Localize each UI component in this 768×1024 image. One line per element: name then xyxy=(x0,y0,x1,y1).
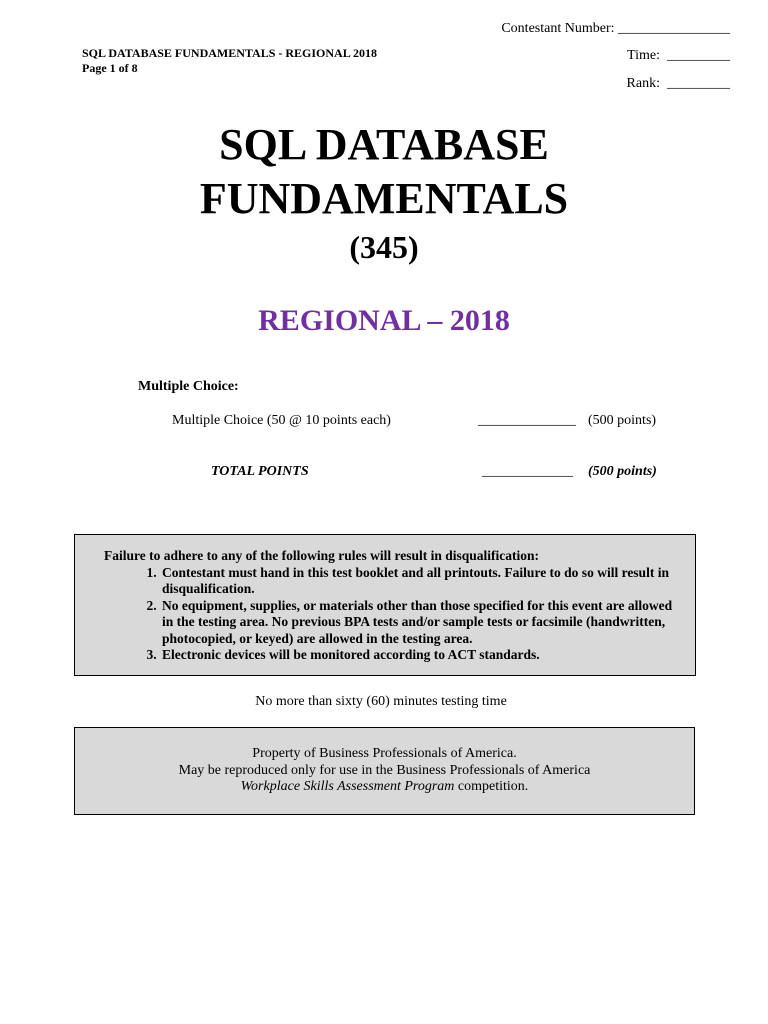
rank-blank: _________ xyxy=(667,76,730,91)
rules-intro: Failure to adhere to any of the following rules will result in disqualification: xyxy=(104,548,540,563)
page-indicator: Page 1 of 8 xyxy=(82,61,138,75)
property-line2: May be reproduced only for use in the Business Professionals of America xyxy=(178,762,591,778)
rule-item: 2. No equipment, supplies, or materials other than those specified for this event are allowed in the testing area. No previous BPA tests and/or sample tests or facsimile (handwritten, photocopied, or keyed) are allowed in the testing area. xyxy=(160,598,685,648)
event-code: (345) xyxy=(349,229,419,265)
rules-list xyxy=(104,565,685,664)
property-line3 xyxy=(75,779,694,796)
regional-year: REGIONAL – 2018 xyxy=(258,304,510,337)
rule-item: 1. Contestant must hand in this test booklet and all printouts. Failure to do so will result in disqualification. xyxy=(160,565,685,598)
property-line3-rest: competition. xyxy=(454,779,529,794)
rank-field xyxy=(627,76,730,92)
time-blank: _________ xyxy=(667,48,730,63)
multiple-choice-score-blank: ______________ xyxy=(478,413,576,428)
program-name: Workplace Skills Assessment Program xyxy=(240,779,455,794)
total-points-label: TOTAL POINTS xyxy=(211,464,309,479)
contestant-number-field xyxy=(501,21,730,37)
contestant-number-label: Contestant Number: xyxy=(501,21,615,36)
multiple-choice-points: (500 points) xyxy=(588,413,657,428)
testing-time-note: No more than sixty (60) minutes testing time xyxy=(255,694,507,709)
page-title-line1: SQL DATABASE xyxy=(219,120,549,169)
multiple-choice-row-label: Multiple Choice (50 @ 10 points each) xyxy=(172,413,391,428)
time-label: Time: xyxy=(627,48,660,63)
time-field xyxy=(627,48,730,64)
rule-item: 3. Electronic devices will be monitored according to ACT standards. xyxy=(160,647,685,664)
rules-box xyxy=(74,534,696,676)
page-title-line2: FUNDAMENTALS xyxy=(199,174,569,223)
multiple-choice-heading: Multiple Choice: xyxy=(138,379,239,394)
property-line1: Property of Business Professionals of America. xyxy=(252,746,517,761)
rank-label: Rank: xyxy=(626,76,660,91)
total-points-blank: _____________ xyxy=(482,464,573,479)
header-title: SQL DATABASE FUNDAMENTALS - REGIONAL 2018 xyxy=(82,46,378,60)
contestant-number-blank: ________________ xyxy=(618,21,730,36)
property-notice-box xyxy=(74,727,695,815)
total-points-value: (500 points) xyxy=(588,464,657,479)
